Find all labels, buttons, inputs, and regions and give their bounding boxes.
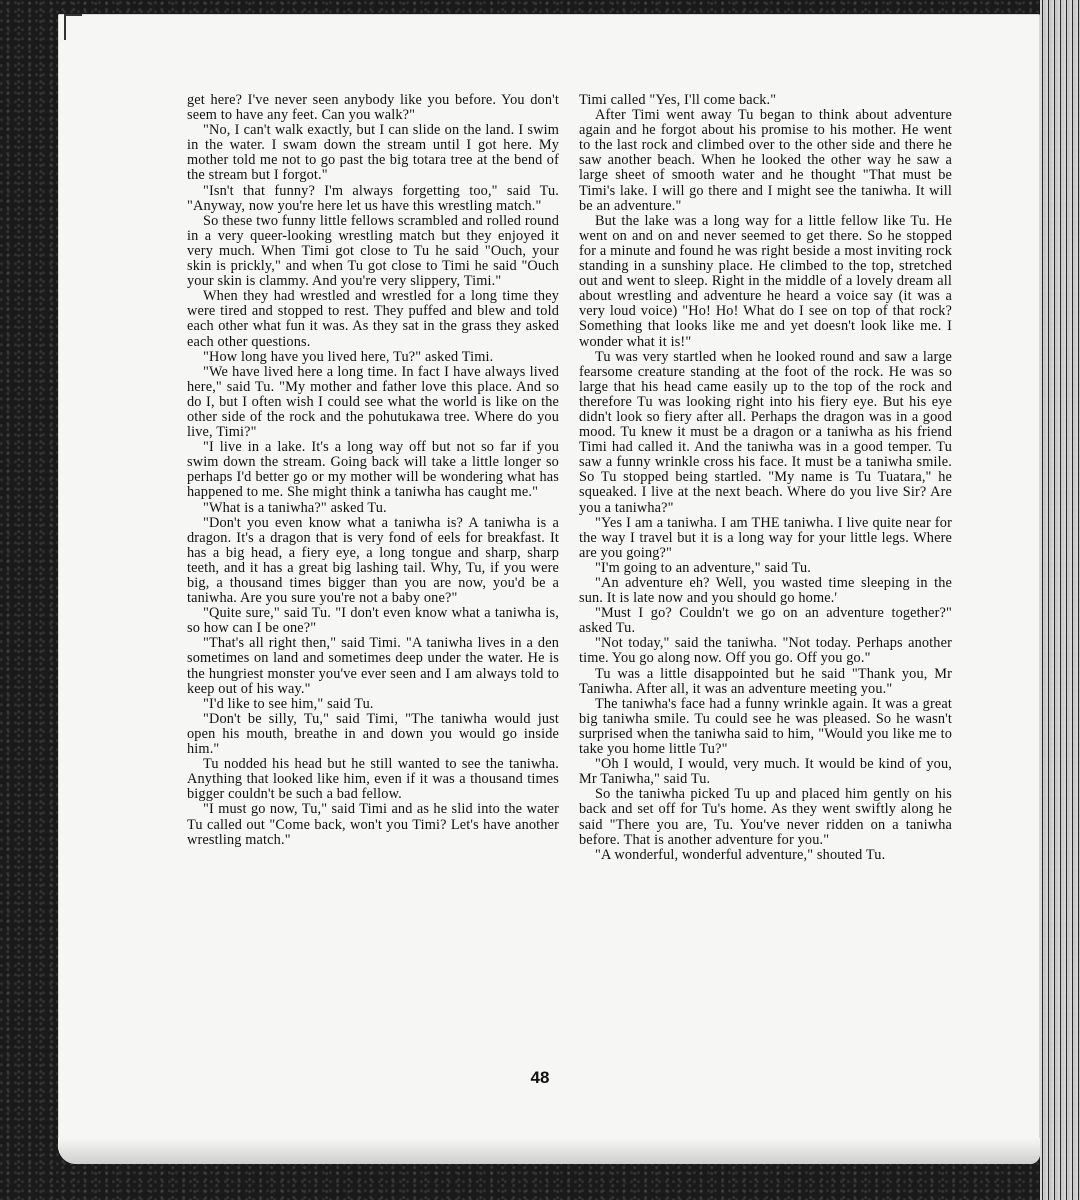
paragraph: "We have lived here a long time. In fact I have always lived here," said Tu. "My mother and father love this place. And so do I, but I often wish I could see what the world is like on the other side of the rock and the pohutukawa tree. Where do you live, Timi?" (187, 363, 559, 441)
paragraph: "I must go now, Tu," said Timi and as he slid into the water Tu called out "Come back, won't you Timi? Let's have another wrestling match." (187, 801, 559, 848)
paragraph: get here? I've never seen anybody like you before. You don't seem to have any feet. Can you walk?" (187, 92, 559, 124)
paragraph: Tu was very startled when he looked round and saw a large fearsome creature standing at the foot of the rock. He was so large that his head came easily up to the top of the rock and therefore Tu was looking right into his fiery eye. But his eye didn't look so fiery after all. Perhaps the dragon was in a good mood. Tu knew it must be a dragon or a taniwha as his friend Timi had called it. And the taniwha was in a good temper. Tu saw a funny wrinkle cross his face. It must be a taniwha smile. So Tu stopped being startled. "My name is Tu Tuatara," he squeaked. I live at the next beach. Where do you live Sir? Are you a taniwha?" (579, 348, 952, 516)
paragraph: "Isn't that funny? I'm always forgetting too," said Tu. "Anyway, now you're here let us have this wrestling match." (187, 182, 559, 214)
paragraph: "A wonderful, wonderful adventure," shouted Tu. (595, 846, 886, 863)
paragraph: "I'm going to an adventure," said Tu. (595, 559, 811, 576)
paragraph: "No, I can't walk exactly, but I can slide on the land. I swim in the water. I swam down the stream until I got here. My mother told me not to go past the big totara tree at the bend of the stream but I forgot." (187, 122, 559, 184)
paragraph: "What is a taniwha?" asked Tu. (203, 499, 387, 516)
paragraph: "How long have you lived here, Tu?" asked Timi. (203, 348, 494, 365)
paragraph: "I'd like to see him," said Tu. (203, 695, 374, 712)
page-number: 48 (530, 1068, 550, 1087)
registration-mark (64, 14, 82, 40)
paragraph: "Quite sure," said Tu. "I don't even know what a taniwha is, so how can I be one?" (187, 605, 559, 637)
paragraph: "An adventure eh? Well, you wasted time sleeping in the sun. It is late now and you should go home.' (579, 575, 952, 607)
adjacent-page-edge (1040, 0, 1080, 1200)
paragraph: "Must I go? Couldn't we go on an adventure together?" asked Tu. (579, 605, 952, 637)
paragraph: When they had wrestled and wrestled for a long time they were tired and stopped to rest. They puffed and blew and told each other what fun it was. As they sat in the grass they asked each other questions. (187, 288, 559, 350)
paragraph: After Timi went away Tu began to think about adventure again and he forgot about his promise to his mother. He went to the last rock and climbed over to the other side and there he saw another beach. When he looked the other way he saw a large sheet of smooth water and he thought "That must be Timi's lake. I will go there and I might see the taniwha. It will be an adventure." (579, 107, 952, 214)
paragraph: But the lake was a long way for a little fellow like Tu. He went on and on and never seemed to get there. So he stopped for a minute and found he was right beside a most inviting rock standing in a sunshiny place. He climbed to the top, stretched out and went to sleep. Right in the middle of a lovely dream all about wrestling and adventure he heard a voice say (it was a very loud voice) "Ho! Ho! What do I see on top of that rock? Something that looks like me and yet doesn't look like me. I wonder what it is!" (579, 212, 952, 350)
paragraph: "I live in a lake. It's a long way off but not so far if you swim down the stream. Going back will take a little longer so perhaps I'd better go or my mother will be wondering what has happened to me. She might think a taniwha has caught me." (187, 439, 559, 501)
paragraph: "That's all right then," said Timi. "A taniwha lives in a den sometimes on land and sometimes deep under the water. He is the hungriest monster you've ever seen and I am always told to keep out of his way." (187, 635, 559, 697)
paragraph: "Don't you even know what a taniwha is? A taniwha is a dragon. It's a dragon that is very fond of eels for breakfast. It has a big head, a fiery eye, a long tongue and sharp, sharp teeth, and it has a great big lashing tail. Why, Tu, if you were big, a thousand times bigger than you are now, you'd be a taniwha. Are you sure you're not a baby one?" (187, 514, 559, 607)
paragraph: "Yes I am a taniwha. I am THE taniwha. I live quite near for the way I travel but it is a long way for your little legs. Where are you going?" (579, 514, 952, 561)
left-text-column (187, 93, 559, 848)
paragraph: Timi called "Yes, I'll come back." (579, 92, 777, 108)
paragraph: So the taniwha picked Tu up and placed him gently on his back and set off for Tu's home. As they went swiftly along he said "There you are, Tu. You've never ridden on a taniwha before. That is another adventure for you." (579, 786, 952, 848)
paragraph: "Not today," said the taniwha. "Not today. Perhaps another time. You go along now. Off you go. Off you go." (579, 635, 952, 667)
paragraph: The taniwha's face had a funny wrinkle again. It was a great big taniwha smile. Tu could see he was pleased. So he wasn't surprised when the taniwha said to him, "Would you like me to take you home little Tu?" (579, 695, 952, 758)
paragraph: "Don't be silly, Tu," said Timi, "The taniwha would just open his mouth, breathe in and down you would go inside him." (187, 710, 559, 758)
right-text-column (579, 93, 952, 863)
paragraph: So these two funny little fellows scrambled and rolled round in a very queer-looking wrestling match but they enjoyed it very much. When Timi got close to Tu he said "Ouch, your skin is prickly," and when Tu got close to Timi he said "Ouch your skin is clammy. And you're very slippery, Timi." (187, 212, 559, 290)
paragraph: Tu was a little disappointed but he said "Thank you, Mr Taniwha. After all, it was an adventure meeting you." (579, 665, 952, 697)
paragraph: Tu nodded his head but he still wanted to see the taniwha. Anything that looked like him, even if it was a thousand times bigger couldn't be such a bad fellow. (187, 756, 559, 803)
paragraph: "Oh I would, I would, very much. It would be kind of you, Mr Taniwha," said Tu. (579, 756, 952, 788)
